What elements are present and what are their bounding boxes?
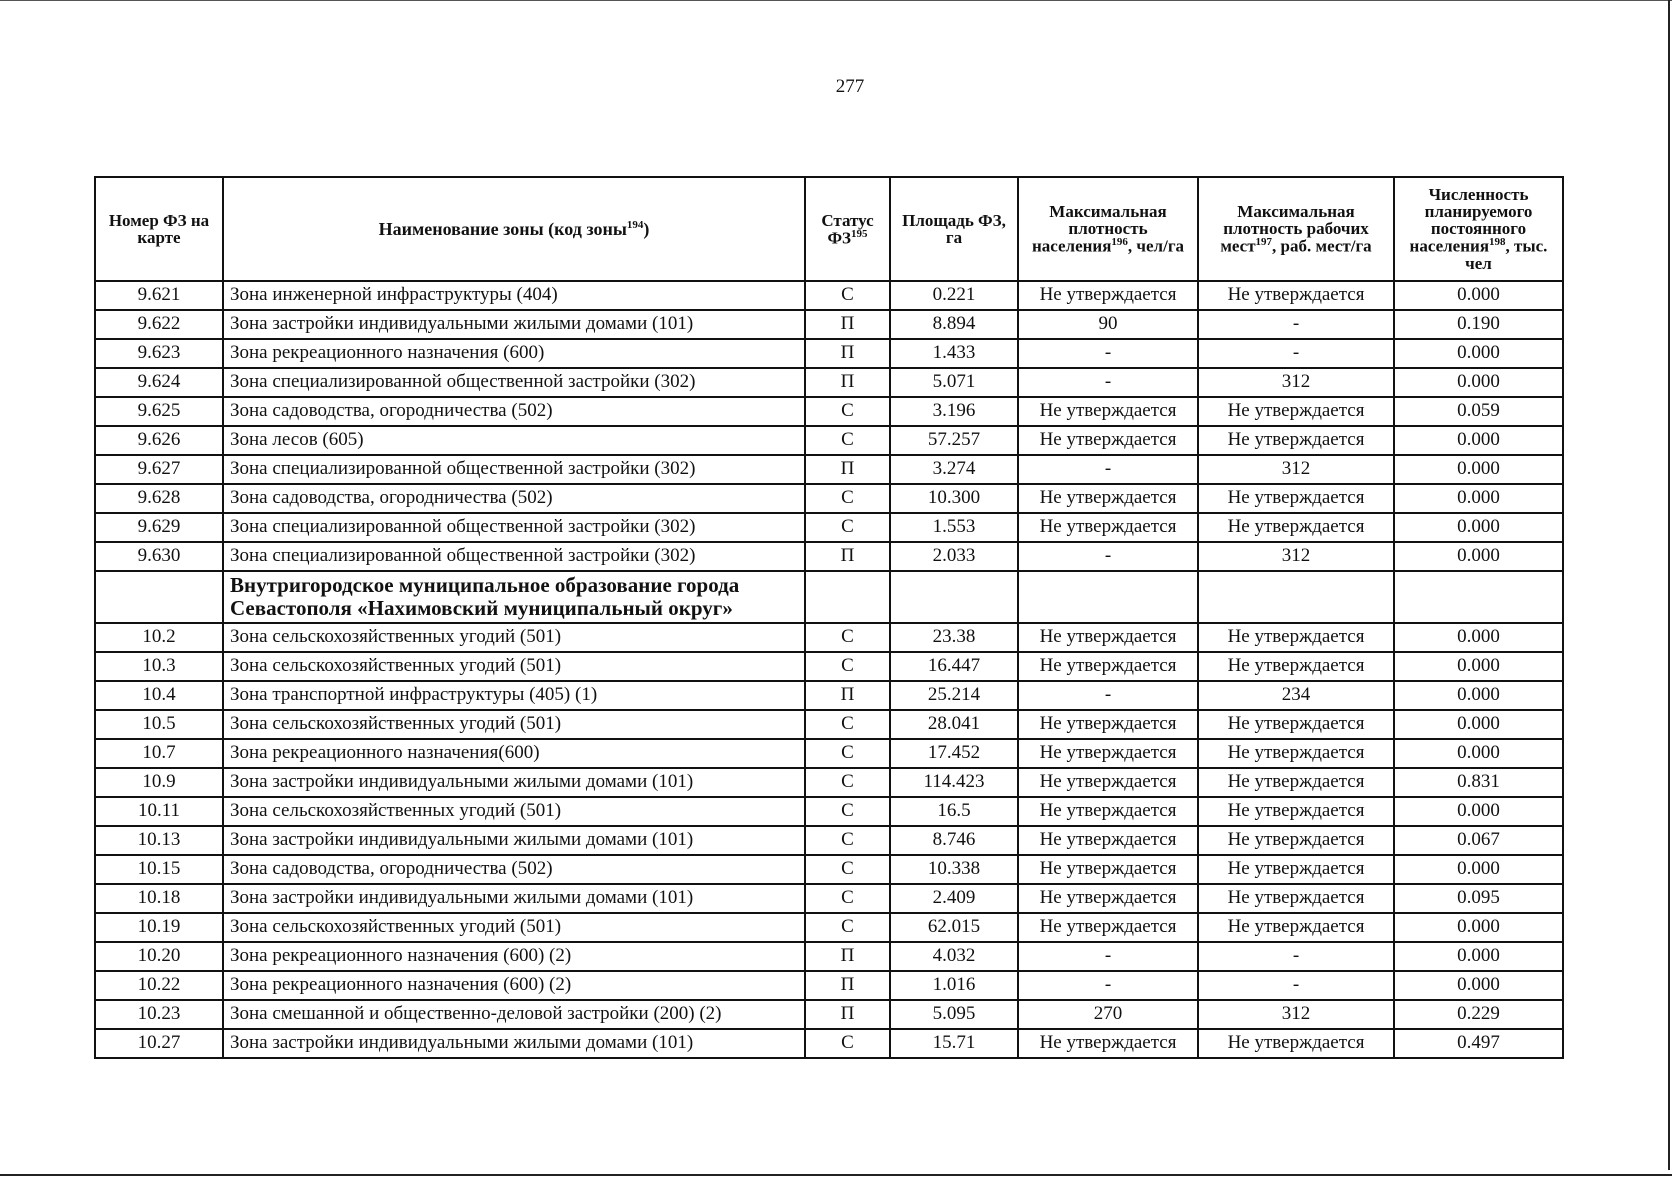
cell-num: 10.9 [95,768,223,797]
table-row [95,426,1563,455]
cell-work-density: 312 [1198,542,1394,571]
cell-name: Зона смешанной и общественно-деловой застройки (200) (2) [223,1000,805,1029]
cell-num: 10.13 [95,826,223,855]
cell-work-density: 234 [1198,681,1394,710]
cell-num: 9.625 [95,397,223,426]
cell-name: Зона застройки индивидуальными жилыми домами (101) [223,310,805,339]
cell-pop-density: Не утверждается [1018,484,1198,513]
cell-population: 0.000 [1394,971,1563,1000]
cell-pop-density: - [1018,681,1198,710]
cell-status: С [805,623,890,652]
cell-name: Зона специализированной общественной застройки (302) [223,542,805,571]
cell-pop-density: Не утверждается [1018,913,1198,942]
cell-work-density: Не утверждается [1198,884,1394,913]
table-body-b [95,623,1563,1058]
header-name: Наименование зоны (код зоны$^{194}$) [223,177,805,281]
cell-status: П [805,542,890,571]
cell-status: С [805,397,890,426]
cell-area: 3.196 [890,397,1018,426]
cell-status: П [805,942,890,971]
cell-num: 10.4 [95,681,223,710]
cell-population: 0.095 [1394,884,1563,913]
section-body [95,571,1563,623]
table-header [95,177,1563,281]
table-row [95,797,1563,826]
cell-status: С [805,710,890,739]
cell-work-density: Не утверждается [1198,513,1394,542]
cell-pop-density: Не утверждается [1018,710,1198,739]
cell-status: П [805,1000,890,1029]
cell-name: Зона застройки индивидуальными жилыми домами (101) [223,884,805,913]
cell-population: 0.190 [1394,310,1563,339]
cell-name: Зона специализированной общественной застройки (302) [223,455,805,484]
cell-name: Зона сельскохозяйственных угодий (501) [223,913,805,942]
cell-status: С [805,797,890,826]
cell-num: 10.27 [95,1029,223,1058]
cell-status: С [805,913,890,942]
cell-num: 10.3 [95,652,223,681]
table-row [95,542,1563,571]
table-row [95,1000,1563,1029]
cell-population: 0.000 [1394,426,1563,455]
cell-work-density: Не утверждается [1198,855,1394,884]
section-empty-cell [1394,571,1563,623]
cell-area: 62.015 [890,913,1018,942]
cell-population: 0.000 [1394,281,1563,310]
cell-work-density: Не утверждается [1198,797,1394,826]
cell-population: 0.000 [1394,542,1563,571]
cell-name: Зона садоводства, огородничества (502) [223,484,805,513]
cell-name: Зона застройки индивидуальными жилыми домами (101) [223,768,805,797]
cell-work-density: 312 [1198,368,1394,397]
cell-pop-density: Не утверждается [1018,739,1198,768]
cell-population: 0.831 [1394,768,1563,797]
cell-area: 2.409 [890,884,1018,913]
cell-num: 9.629 [95,513,223,542]
header-area: Площадь ФЗ, га [890,177,1018,281]
table-row [95,368,1563,397]
cell-work-density: Не утверждается [1198,426,1394,455]
header-pop-density: Максимальная плотность населения$^{196}$, чел/га [1018,177,1198,281]
scan-edge-right [1668,0,1670,1170]
header-population: Численность планируемого постоянного населения$^{198}$, тыс. чел [1394,177,1563,281]
cell-status: С [805,281,890,310]
cell-name: Зона рекреационного назначения(600) [223,739,805,768]
cell-work-density: - [1198,310,1394,339]
section-empty-cell [1018,571,1198,623]
cell-area: 23.38 [890,623,1018,652]
section-row [95,571,1563,623]
table-row [95,826,1563,855]
cell-population: 0.000 [1394,710,1563,739]
cell-name: Зона специализированной общественной застройки (302) [223,513,805,542]
cell-num: 9.624 [95,368,223,397]
scan-edge-top [0,0,1672,1]
table-row [95,884,1563,913]
cell-num: 9.626 [95,426,223,455]
table-row [95,942,1563,971]
cell-population: 0.059 [1394,397,1563,426]
cell-name: Зона садоводства, огородничества (502) [223,855,805,884]
cell-population: 0.067 [1394,826,1563,855]
cell-status: П [805,455,890,484]
cell-area: 0.221 [890,281,1018,310]
cell-pop-density: Не утверждается [1018,652,1198,681]
cell-population: 0.000 [1394,942,1563,971]
section-empty-cell [890,571,1018,623]
cell-work-density: Не утверждается [1198,397,1394,426]
cell-num: 10.11 [95,797,223,826]
cell-pop-density: - [1018,542,1198,571]
cell-work-density: Не утверждается [1198,768,1394,797]
cell-work-density: Не утверждается [1198,281,1394,310]
cell-num: 10.20 [95,942,223,971]
cell-work-density: Не утверждается [1198,739,1394,768]
cell-status: С [805,1029,890,1058]
cell-pop-density: Не утверждается [1018,797,1198,826]
scan-edge-bottom [0,1174,1672,1176]
cell-pop-density: Не утверждается [1018,1029,1198,1058]
cell-area: 15.71 [890,1029,1018,1058]
table-row [95,855,1563,884]
cell-name: Зона сельскохозяйственных угодий (501) [223,797,805,826]
header-num: Номер ФЗ на карте [95,177,223,281]
cell-name: Зона специализированной общественной застройки (302) [223,368,805,397]
cell-status: С [805,739,890,768]
table-row [95,484,1563,513]
cell-pop-density: Не утверждается [1018,768,1198,797]
cell-work-density: Не утверждается [1198,913,1394,942]
page-number: 277 [835,76,865,97]
cell-name: Зона рекреационного назначения (600) (2) [223,942,805,971]
table-row [95,310,1563,339]
cell-population: 0.000 [1394,623,1563,652]
cell-work-density: Не утверждается [1198,623,1394,652]
cell-population: 0.497 [1394,1029,1563,1058]
table-row [95,455,1563,484]
cell-status: П [805,971,890,1000]
cell-pop-density: Не утверждается [1018,884,1198,913]
cell-area: 10.338 [890,855,1018,884]
table-row [95,913,1563,942]
cell-pop-density: Не утверждается [1018,855,1198,884]
cell-work-density: 312 [1198,1000,1394,1029]
table-row [95,397,1563,426]
section-num-cell [95,571,223,623]
cell-name: Зона инженерной инфраструктуры (404) [223,281,805,310]
cell-pop-density: Не утверждается [1018,826,1198,855]
table-row [95,739,1563,768]
cell-work-density: - [1198,942,1394,971]
header-status: Статус ФЗ$^{195}$ [805,177,890,281]
cell-num: 9.627 [95,455,223,484]
cell-num: 9.630 [95,542,223,571]
cell-pop-density: Не утверждается [1018,513,1198,542]
cell-pop-density: - [1018,942,1198,971]
cell-work-density: - [1198,971,1394,1000]
cell-pop-density: 90 [1018,310,1198,339]
cell-pop-density: Не утверждается [1018,281,1198,310]
cell-status: С [805,513,890,542]
cell-population: 0.000 [1394,681,1563,710]
cell-name: Зона лесов (605) [223,426,805,455]
cell-population: 0.000 [1394,513,1563,542]
cell-num: 9.621 [95,281,223,310]
cell-name: Зона сельскохозяйственных угодий (501) [223,623,805,652]
cell-population: 0.000 [1394,855,1563,884]
cell-area: 57.257 [890,426,1018,455]
cell-pop-density: - [1018,971,1198,1000]
cell-num: 9.622 [95,310,223,339]
cell-name: Зона транспортной инфраструктуры (405) (1) [223,681,805,710]
cell-area: 10.300 [890,484,1018,513]
cell-area: 16.447 [890,652,1018,681]
cell-status: С [805,884,890,913]
cell-name: Зона рекреационного назначения (600) (2) [223,971,805,1000]
cell-population: 0.000 [1394,339,1563,368]
cell-status: С [805,826,890,855]
zones-table [94,176,1564,1059]
table-row [95,513,1563,542]
table-row [95,339,1563,368]
cell-pop-density: 270 [1018,1000,1198,1029]
cell-pop-density: Не утверждается [1018,397,1198,426]
cell-num: 10.22 [95,971,223,1000]
cell-work-density: Не утверждается [1198,826,1394,855]
section-empty-cell [1198,571,1394,623]
cell-area: 16.5 [890,797,1018,826]
cell-area: 4.032 [890,942,1018,971]
cell-population: 0.000 [1394,739,1563,768]
cell-area: 8.746 [890,826,1018,855]
cell-area: 1.553 [890,513,1018,542]
cell-population: 0.000 [1394,368,1563,397]
cell-work-density: Не утверждается [1198,484,1394,513]
cell-name: Зона рекреационного назначения (600) [223,339,805,368]
cell-pop-density: - [1018,368,1198,397]
cell-pop-density: - [1018,455,1198,484]
cell-work-density: Не утверждается [1198,710,1394,739]
cell-name: Зона сельскохозяйственных угодий (501) [223,710,805,739]
cell-pop-density: Не утверждается [1018,623,1198,652]
cell-status: С [805,426,890,455]
cell-pop-density: Не утверждается [1018,426,1198,455]
cell-area: 2.033 [890,542,1018,571]
cell-area: 3.274 [890,455,1018,484]
cell-num: 10.19 [95,913,223,942]
header-work-density: Максимальная плотность рабочих мест$^{197}$, раб. мест/га [1198,177,1394,281]
cell-work-density: Не утверждается [1198,1029,1394,1058]
cell-work-density: - [1198,339,1394,368]
cell-status: С [805,652,890,681]
cell-num: 10.23 [95,1000,223,1029]
cell-num: 10.18 [95,884,223,913]
cell-area: 1.433 [890,339,1018,368]
table-row [95,281,1563,310]
table-row [95,971,1563,1000]
cell-population: 0.000 [1394,455,1563,484]
cell-status: П [805,681,890,710]
cell-status: С [805,768,890,797]
table-row [95,623,1563,652]
cell-name: Зона застройки индивидуальными жилыми домами (101) [223,1029,805,1058]
cell-area: 17.452 [890,739,1018,768]
cell-status: П [805,368,890,397]
cell-num: 9.623 [95,339,223,368]
table-row [95,681,1563,710]
table-body-a [95,281,1563,571]
cell-status: С [805,855,890,884]
cell-area: 28.041 [890,710,1018,739]
table-row [95,652,1563,681]
table-row [95,768,1563,797]
cell-area: 5.071 [890,368,1018,397]
cell-num: 9.628 [95,484,223,513]
cell-population: 0.000 [1394,652,1563,681]
cell-status: П [805,339,890,368]
section-title: Внутригородское муниципальное образование города Севастополя «Нахимовский муниципальный округ» [223,571,805,623]
cell-name: Зона садоводства, огородничества (502) [223,397,805,426]
cell-num: 10.5 [95,710,223,739]
cell-status: С [805,484,890,513]
cell-pop-density: - [1018,339,1198,368]
cell-num: 10.2 [95,623,223,652]
cell-num: 10.15 [95,855,223,884]
cell-work-density: 312 [1198,455,1394,484]
cell-status: П [805,310,890,339]
cell-area: 114.423 [890,768,1018,797]
cell-num: 10.7 [95,739,223,768]
cell-work-density: Не утверждается [1198,652,1394,681]
cell-name: Зона сельскохозяйственных угодий (501) [223,652,805,681]
cell-area: 8.894 [890,310,1018,339]
cell-area: 25.214 [890,681,1018,710]
cell-name: Зона застройки индивидуальными жилыми домами (101) [223,826,805,855]
cell-population: 0.000 [1394,913,1563,942]
table-row [95,1029,1563,1058]
cell-area: 5.095 [890,1000,1018,1029]
section-empty-cell [805,571,890,623]
cell-population: 0.000 [1394,484,1563,513]
header-row [95,177,1563,281]
cell-population: 0.229 [1394,1000,1563,1029]
table-row [95,710,1563,739]
cell-area: 1.016 [890,971,1018,1000]
cell-population: 0.000 [1394,797,1563,826]
